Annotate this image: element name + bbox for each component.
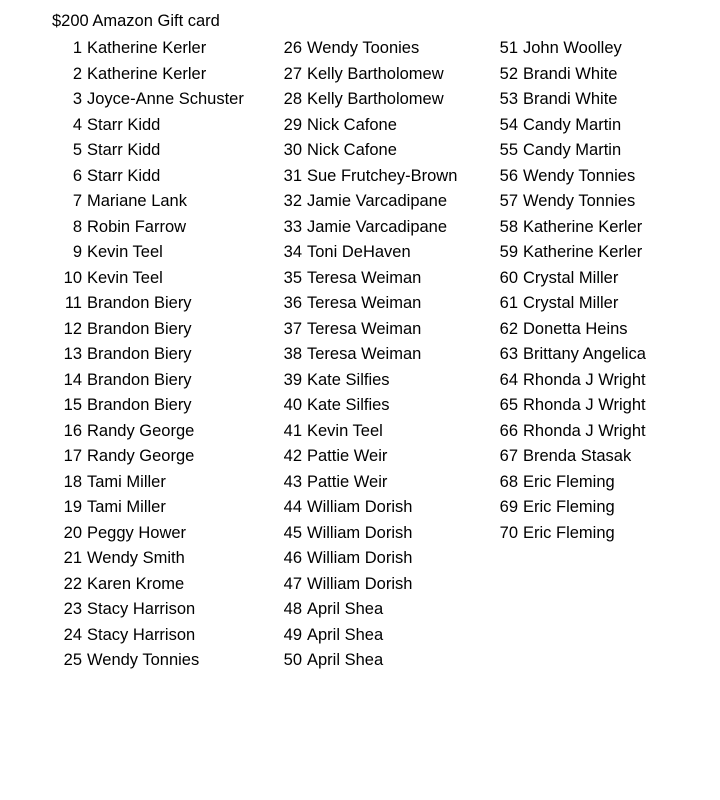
entry-number: 30 (283, 141, 302, 159)
list-item (272, 521, 457, 547)
entry-number: 52 (499, 64, 518, 83)
entry-name: Jamie Varcadipane (307, 192, 448, 210)
list-item (272, 495, 457, 521)
list-item (488, 470, 646, 496)
entry-name: Wendy Smith (87, 549, 185, 567)
list-item (272, 470, 457, 496)
entry-number: 58 (499, 217, 518, 236)
entry-name: Brandon Biery (87, 345, 192, 363)
entry-name: Brandon Biery (87, 319, 192, 338)
page-title: $200 Amazon Gift card (52, 12, 220, 30)
entry-name: William Dorish (307, 549, 413, 567)
entry-number: 68 (499, 472, 518, 491)
list-item (272, 444, 457, 470)
list-item (52, 113, 244, 139)
entry-number: 65 (499, 396, 518, 414)
list-item (272, 189, 457, 215)
list-item (488, 419, 646, 445)
entry-name: Peggy Hower (87, 523, 187, 542)
list-item (272, 291, 457, 317)
entry-number: 39 (283, 370, 302, 389)
list-item (272, 419, 457, 445)
entry-number: 5 (72, 141, 82, 159)
entry-number: 45 (283, 523, 302, 542)
entry-number: 19 (63, 498, 82, 516)
entry-name: Randy George (87, 447, 195, 465)
entry-number: 12 (63, 319, 82, 338)
entry-number: 46 (283, 549, 302, 567)
list-item (52, 368, 244, 394)
list-item (488, 36, 646, 62)
entry-name: Tami Miller (87, 472, 166, 491)
entry-name: Starr Kidd (87, 115, 161, 134)
entry-number: 59 (499, 243, 518, 261)
list-item (52, 189, 244, 215)
list-item (488, 393, 646, 419)
list-item (488, 62, 646, 88)
entry-name: Wendy Tonnies (523, 166, 636, 185)
entry-name: Nick Cafone (307, 141, 397, 159)
entry-column-1 (52, 36, 244, 674)
entry-name: Sue Frutchey-Brown (307, 166, 458, 185)
list-item (52, 597, 244, 623)
entry-number: 49 (283, 625, 302, 644)
entry-name: Tami Miller (87, 498, 166, 516)
entry-name: Candy Martin (523, 115, 622, 134)
entry-name: Wendy Tonnies (87, 651, 200, 669)
entry-column-2 (272, 36, 457, 674)
entry-number: 7 (72, 192, 82, 210)
entry-name: Brenda Stasak (523, 447, 632, 465)
entry-name: Robin Farrow (87, 217, 187, 236)
entry-number: 37 (283, 319, 302, 338)
list-item (52, 521, 244, 547)
list-item (52, 164, 244, 190)
entry-name: William Dorish (307, 574, 413, 593)
list-item (272, 113, 457, 139)
entry-number: 33 (283, 217, 302, 236)
list-item (52, 393, 244, 419)
entry-name: Wendy Tonnies (523, 192, 636, 210)
list-item (52, 648, 244, 674)
entry-name: April Shea (307, 651, 384, 669)
entry-name: William Dorish (307, 498, 413, 516)
list-item (52, 291, 244, 317)
list-item (488, 240, 646, 266)
entry-number: 67 (499, 447, 518, 465)
entry-name: Crystal Miller (523, 294, 619, 312)
entry-name: Crystal Miller (523, 268, 619, 287)
entry-number: 28 (283, 90, 302, 108)
entry-number: 64 (499, 370, 518, 389)
entry-name: Rhonda J Wright (523, 421, 646, 440)
entry-number: 50 (283, 651, 302, 669)
entry-number: 61 (499, 294, 518, 312)
entry-name: Stacy Harrison (87, 600, 196, 618)
list-item (52, 572, 244, 598)
entry-number: 63 (499, 345, 518, 363)
entry-name: Kate Silfies (307, 370, 390, 389)
entry-name: Katherine Kerler (523, 243, 643, 261)
entry-number: 24 (63, 625, 82, 644)
list-item (272, 138, 457, 164)
entry-number: 38 (283, 345, 302, 363)
list-item (52, 419, 244, 445)
entry-number: 31 (283, 166, 302, 185)
list-item (52, 623, 244, 649)
entry-number: 15 (63, 396, 82, 414)
entry-number: 69 (499, 498, 518, 516)
entry-number: 47 (283, 574, 302, 593)
list-item (488, 138, 646, 164)
entry-number: 57 (499, 192, 518, 210)
entry-name: Pattie Weir (307, 447, 388, 465)
entry-name: Eric Fleming (523, 523, 615, 542)
list-item (272, 266, 457, 292)
list-item (272, 368, 457, 394)
list-item (52, 342, 244, 368)
list-item (52, 317, 244, 343)
entry-number: 22 (63, 574, 82, 593)
entry-number: 1 (72, 39, 82, 57)
entry-column-3 (488, 36, 646, 546)
entry-name: Karen Krome (87, 574, 185, 593)
list-item (52, 495, 244, 521)
entry-number: 43 (283, 472, 302, 491)
entry-number: 27 (283, 64, 302, 83)
entry-number: 42 (283, 447, 302, 465)
list-item (52, 62, 244, 88)
entry-name: Starr Kidd (87, 141, 161, 159)
list-item (488, 266, 646, 292)
entry-name: Kevin Teel (87, 243, 163, 261)
list-item (488, 189, 646, 215)
list-item (272, 317, 457, 343)
entry-number: 21 (63, 549, 82, 567)
list-item (272, 572, 457, 598)
entry-number: 14 (63, 370, 82, 389)
entry-number: 48 (283, 600, 302, 618)
entry-name: Kelly Bartholomew (307, 90, 444, 108)
list-item (272, 240, 457, 266)
entry-name: Kelly Bartholomew (307, 64, 444, 83)
entry-number: 54 (499, 115, 518, 134)
entry-number: 56 (499, 166, 518, 185)
entry-number: 51 (499, 39, 518, 57)
entry-number: 8 (72, 217, 82, 236)
entry-number: 9 (72, 243, 82, 261)
entry-name: April Shea (307, 625, 384, 644)
entry-name: Rhonda J Wright (523, 370, 646, 389)
entry-name: Kevin Teel (87, 268, 163, 287)
entry-name: Candy Martin (523, 141, 622, 159)
entry-name: Eric Fleming (523, 472, 615, 491)
list-item (488, 521, 646, 547)
list-item (272, 546, 457, 572)
list-item (52, 138, 244, 164)
list-item (488, 495, 646, 521)
list-item (272, 87, 457, 113)
entry-name: Brandon Biery (87, 396, 192, 414)
entry-number: 26 (283, 39, 302, 57)
entry-name: Mariane Lank (87, 192, 187, 210)
entry-number: 6 (72, 166, 82, 185)
list-item (52, 240, 244, 266)
entry-number: 62 (499, 319, 518, 338)
entry-name: Jamie Varcadipane (307, 217, 448, 236)
list-item (272, 623, 457, 649)
entry-number: 13 (63, 345, 82, 363)
entry-number: 25 (63, 651, 82, 669)
list-item (272, 36, 457, 62)
entry-number: 34 (283, 243, 302, 261)
list-item (488, 87, 646, 113)
entry-name: Brandon Biery (87, 370, 192, 389)
entry-name: Brittany Angelica (523, 345, 646, 363)
list-item (272, 62, 457, 88)
entry-name: William Dorish (307, 523, 413, 542)
entry-number: 10 (63, 268, 82, 287)
entry-number: 4 (72, 115, 82, 134)
entry-number: 3 (72, 90, 82, 108)
entry-name: Eric Fleming (523, 498, 615, 516)
entry-name: Kate Silfies (307, 396, 390, 414)
list-item (52, 470, 244, 496)
list-item (52, 87, 244, 113)
entry-number: 40 (283, 396, 302, 414)
entry-name: Starr Kidd (87, 166, 161, 185)
entry-name: Joyce-Anne Schuster (87, 90, 244, 108)
entry-number: 2 (72, 64, 82, 83)
entry-number: 41 (283, 421, 302, 440)
entry-number: 18 (63, 472, 82, 491)
entry-name: Teresa Weiman (307, 345, 422, 363)
entry-number: 17 (63, 447, 82, 465)
entry-number: 44 (283, 498, 302, 516)
list-item (488, 317, 646, 343)
list-item (488, 113, 646, 139)
list-item (272, 215, 457, 241)
entry-name: April Shea (307, 600, 384, 618)
list-item (488, 368, 646, 394)
list-item (272, 393, 457, 419)
entry-number: 11 (64, 294, 82, 312)
entry-name: Teresa Weiman (307, 268, 422, 287)
entry-number: 20 (63, 523, 82, 542)
entry-number: 35 (283, 268, 302, 287)
entry-name: Nick Cafone (307, 115, 397, 134)
list-item (52, 36, 244, 62)
entry-number: 53 (499, 90, 518, 108)
list-item (272, 342, 457, 368)
entry-number: 23 (63, 600, 82, 618)
entry-number: 32 (283, 192, 302, 210)
entry-number: 29 (283, 115, 302, 134)
list-item (488, 291, 646, 317)
entry-name: Pattie Weir (307, 472, 388, 491)
entry-number: 16 (63, 421, 82, 440)
entry-number: 36 (283, 294, 302, 312)
entry-number: 66 (499, 421, 518, 440)
entry-name: Teresa Weiman (307, 319, 422, 338)
entry-name: Stacy Harrison (87, 625, 196, 644)
list-item (52, 266, 244, 292)
entry-name: Kevin Teel (307, 421, 383, 440)
entry-number: 70 (499, 523, 518, 542)
entry-number: 55 (499, 141, 518, 159)
entry-name: Toni DeHaven (307, 243, 411, 261)
entry-name: Teresa Weiman (307, 294, 422, 312)
entry-name: Randy George (87, 421, 195, 440)
entry-name: Donetta Heins (523, 319, 628, 338)
list-item (488, 444, 646, 470)
list-item (272, 648, 457, 674)
entry-name: Brandon Biery (87, 294, 192, 312)
entry-name: Rhonda J Wright (523, 396, 646, 414)
list-item (272, 164, 457, 190)
list-item (52, 546, 244, 572)
list-item (272, 597, 457, 623)
entry-name: Katherine Kerler (87, 39, 207, 57)
list-item (52, 444, 244, 470)
entry-name: Katherine Kerler (87, 64, 207, 83)
entry-number: 60 (499, 268, 518, 287)
list-item (488, 342, 646, 368)
entry-name: John Woolley (523, 39, 622, 57)
list-item (488, 215, 646, 241)
entry-name: Wendy Toonies (307, 39, 420, 57)
list-item (488, 164, 646, 190)
entry-name: Brandi White (523, 64, 618, 83)
entry-name: Katherine Kerler (523, 217, 643, 236)
list-item (52, 215, 244, 241)
entry-name: Brandi White (523, 90, 618, 108)
